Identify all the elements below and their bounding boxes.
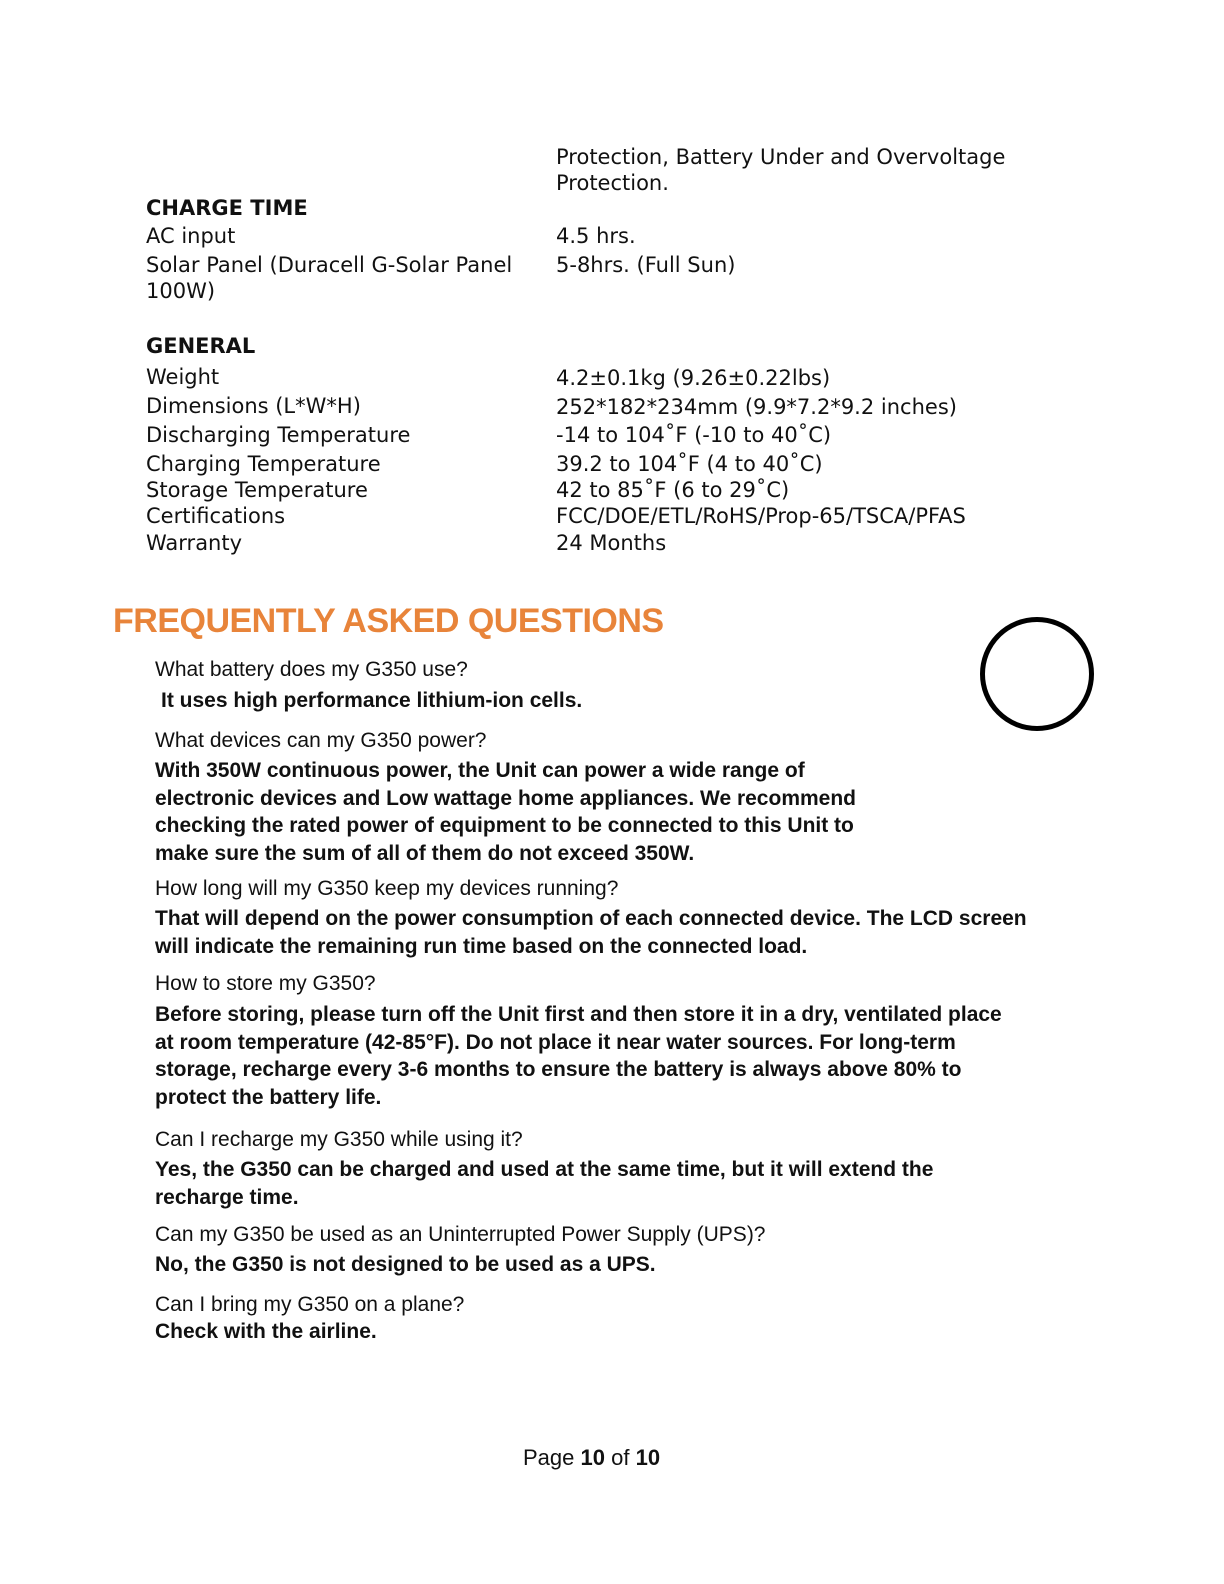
weight-label: Weight	[146, 365, 220, 389]
faq-answer: No, the G350 is not designed to be used as a UPS.	[155, 1253, 656, 1276]
faq-answer: Check with the airline.	[155, 1320, 377, 1343]
page-word: Page	[523, 1445, 575, 1470]
faq-answer: It uses high performance lithium-ion cells.	[161, 689, 583, 712]
certifications-value: FCC/DOE/ETL/RoHS/Prop-65/TSCA/PFAS	[556, 504, 966, 528]
of-word: of	[611, 1445, 630, 1470]
dimensions-label: Dimensions (L*W*H)	[146, 394, 361, 418]
solar-panel-label-line-1: Solar Panel (Duracell G-Solar Panel	[146, 253, 513, 277]
storage-temp-value: 42 to 85˚F (6 to 29˚C)	[556, 478, 790, 502]
charging-temp-value: 39.2 to 104˚F (4 to 40˚C)	[556, 452, 823, 476]
faq-question: How to store my G350?	[155, 972, 376, 995]
storage-temp-label: Storage Temperature	[146, 478, 368, 502]
protection-line-2: Protection.	[556, 171, 669, 195]
dimensions-value: 252*182*234mm (9.9*7.2*9.2 inches)	[556, 395, 957, 419]
ac-input-label: AC input	[146, 224, 236, 248]
current-page: 10	[580, 1445, 605, 1470]
faq-answer: That will depend on the power consumption of each connected device. The LCD screen will indicate the remaining run time based on the connected load.	[155, 907, 1027, 958]
faq-question: What battery does my G350 use?	[155, 658, 468, 681]
faq-question: How long will my G350 keep my devices running?	[155, 877, 619, 900]
warranty-value: 24 Months	[556, 531, 667, 555]
weight-value: 4.2±0.1kg (9.26±0.22lbs)	[556, 366, 831, 390]
certifications-label: Certifications	[146, 504, 286, 528]
total-pages: 10	[635, 1445, 661, 1470]
solar-panel-label-line-2: 100W)	[146, 279, 216, 303]
warranty-label: Warranty	[146, 531, 243, 555]
discharging-temp-label: Discharging Temperature	[146, 423, 411, 447]
circle-icon	[980, 617, 1094, 731]
general-heading: GENERAL	[146, 334, 256, 358]
faq-question: Can I bring my G350 on a plane?	[155, 1293, 465, 1316]
faq-question: What devices can my G350 power?	[155, 729, 487, 752]
solar-panel-value: 5-8hrs. (Full Sun)	[556, 253, 736, 277]
protection-line-1: Protection, Battery Under and Overvoltage	[556, 145, 1006, 169]
faq-answer: Yes, the G350 can be charged and used at the same time, but it will extend the recharge time.	[155, 1158, 934, 1209]
charging-temp-label: Charging Temperature	[146, 452, 381, 476]
ac-input-value: 4.5 hrs.	[556, 224, 636, 248]
discharging-temp-value: -14 to 104˚F (-10 to 40˚C)	[556, 423, 832, 447]
faq-answer: Before storing, please turn off the Unit first and then store it in a dry, ventilated place at room temperature (42-85°F). Do not place it near water sources. For long-term storage, recharge every 3-6 months to ensure the battery is always above 80% to protect the battery life.	[155, 1003, 1002, 1109]
charge-time-heading: CHARGE TIME	[146, 196, 308, 220]
faq-question: Can my G350 be used as an Uninterrupted Power Supply (UPS)?	[155, 1223, 766, 1246]
faq-title: FREQUENTLY ASKED QUESTIONS	[113, 602, 664, 640]
faq-answer: With 350W continuous power, the Unit can power a wide range of electronic devices and Low wattage home appliances. We recommend checking the rated power of equipment to be connected to this Unit to make sure the sum of all of them do not exceed 350W.	[155, 759, 856, 865]
page-number	[523, 1445, 660, 1471]
faq-question: Can I recharge my G350 while using it?	[155, 1128, 523, 1151]
